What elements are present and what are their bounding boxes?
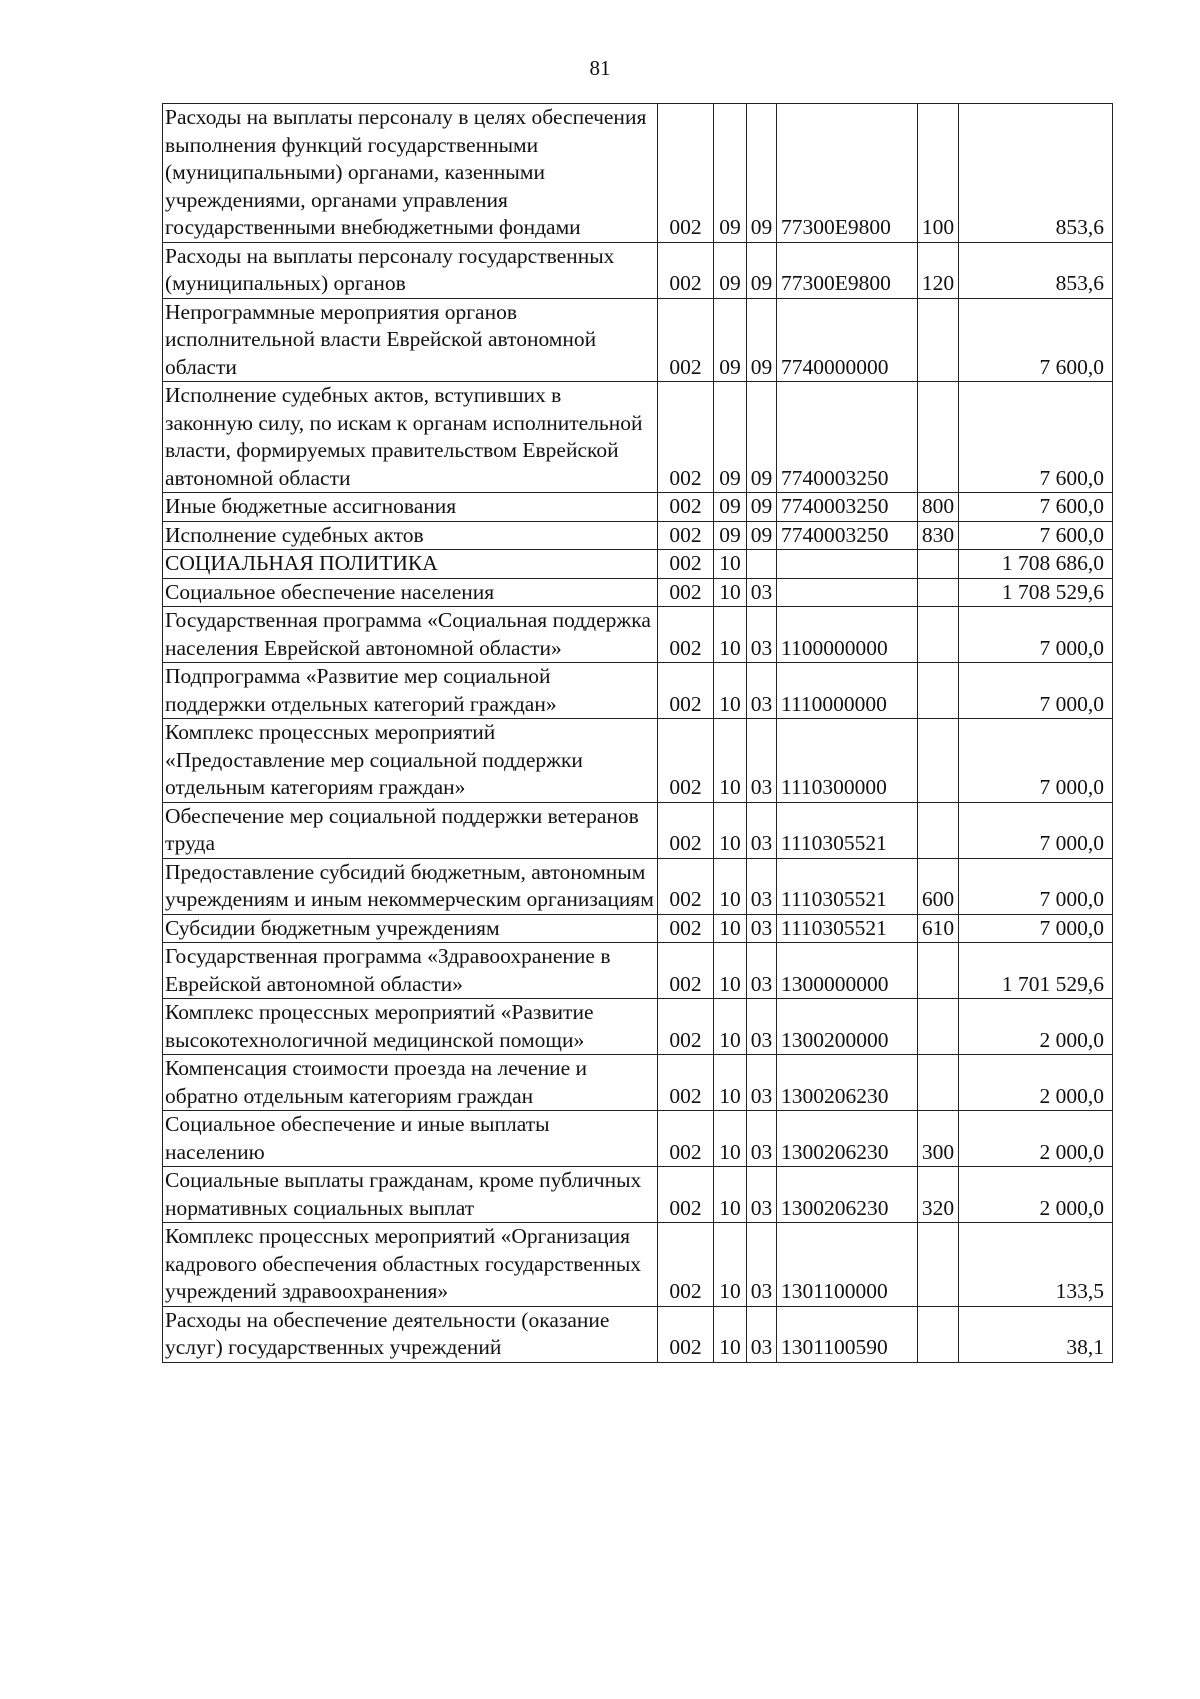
table-row: [163, 999, 1113, 1055]
row-expense-type-code: [918, 999, 959, 1055]
row-amount: 38,1: [959, 1306, 1113, 1362]
table-row: [163, 521, 1113, 550]
row-target-article-code: 1110000000: [777, 663, 918, 719]
row-name: Государственная программа «Здравоохранение в Еврейской автономной области»: [163, 943, 658, 999]
row-target-article-code: 1300200000: [777, 999, 918, 1055]
row-grbs-code: 002: [658, 242, 714, 298]
row-target-article-code: 1110305521: [777, 858, 918, 914]
row-section-code: 09: [714, 104, 747, 243]
row-subsection-code: 03: [747, 1111, 777, 1167]
row-name: Субсидии бюджетным учреждениям: [163, 914, 658, 943]
row-amount: 853,6: [959, 104, 1113, 243]
row-amount: 2 000,0: [959, 1111, 1113, 1167]
row-grbs-code: 002: [658, 1306, 714, 1362]
row-target-article-code: 1300206230: [777, 1111, 918, 1167]
table-row: [163, 1111, 1113, 1167]
row-expense-type-code: 600: [918, 858, 959, 914]
row-name: Непрограммные мероприятия органов исполнительной власти Еврейской автономной области: [163, 298, 658, 382]
row-grbs-code: 002: [658, 858, 714, 914]
row-section-code: 10: [714, 1223, 747, 1307]
row-section-code: 09: [714, 493, 747, 522]
row-grbs-code: 002: [658, 607, 714, 663]
row-grbs-code: 002: [658, 943, 714, 999]
row-grbs-code: 002: [658, 1055, 714, 1111]
row-name: Государственная программа «Социальная поддержка населения Еврейской автономной области»: [163, 607, 658, 663]
row-expense-type-code: [918, 1306, 959, 1362]
row-section-code: 10: [714, 999, 747, 1055]
row-grbs-code: 002: [658, 1111, 714, 1167]
row-amount: 853,6: [959, 242, 1113, 298]
row-expense-type-code: 830: [918, 521, 959, 550]
row-target-article-code: 1100000000: [777, 607, 918, 663]
row-target-article-code: 7740003250: [777, 493, 918, 522]
row-section-code: 10: [714, 914, 747, 943]
row-subsection-code: 03: [747, 1306, 777, 1362]
row-subsection-code: [747, 550, 777, 579]
table-row: [163, 382, 1113, 493]
row-grbs-code: 002: [658, 550, 714, 579]
row-section-code: 09: [714, 242, 747, 298]
table-row: [163, 914, 1113, 943]
row-target-article-code: 7740003250: [777, 382, 918, 493]
row-amount: 1 701 529,6: [959, 943, 1113, 999]
row-subsection-code: 03: [747, 802, 777, 858]
row-amount: 7 000,0: [959, 858, 1113, 914]
row-section-code: 10: [714, 1167, 747, 1223]
row-target-article-code: 1301100590: [777, 1306, 918, 1362]
row-amount: 2 000,0: [959, 999, 1113, 1055]
row-subsection-code: 03: [747, 943, 777, 999]
row-amount: 1 708 686,0: [959, 550, 1113, 579]
row-amount: 7 600,0: [959, 298, 1113, 382]
row-expense-type-code: [918, 607, 959, 663]
row-name: Социальные выплаты гражданам, кроме публичных нормативных социальных выплат: [163, 1167, 658, 1223]
row-grbs-code: 002: [658, 298, 714, 382]
budget-table: [162, 103, 1113, 1363]
row-amount: 7 000,0: [959, 802, 1113, 858]
row-amount: 7 600,0: [959, 493, 1113, 522]
row-target-article-code: [777, 550, 918, 579]
row-expense-type-code: [918, 802, 959, 858]
row-target-article-code: 77300E9800: [777, 104, 918, 243]
row-expense-type-code: 800: [918, 493, 959, 522]
row-amount: 7 000,0: [959, 607, 1113, 663]
row-subsection-code: 09: [747, 242, 777, 298]
row-target-article-code: 1110305521: [777, 914, 918, 943]
row-subsection-code: 03: [747, 607, 777, 663]
row-target-article-code: 1300000000: [777, 943, 918, 999]
row-grbs-code: 002: [658, 663, 714, 719]
row-subsection-code: 03: [747, 914, 777, 943]
row-subsection-code: 03: [747, 1167, 777, 1223]
row-section-code: 10: [714, 663, 747, 719]
row-section-code: 10: [714, 719, 747, 803]
table-row: [163, 943, 1113, 999]
row-subsection-code: 09: [747, 298, 777, 382]
row-target-article-code: 1110300000: [777, 719, 918, 803]
row-section-code: 10: [714, 802, 747, 858]
row-name: Исполнение судебных актов, вступивших в законную силу, по искам к органам исполнительной власти, формируемых правительством Еврейской автономной области: [163, 382, 658, 493]
row-name: Исполнение судебных актов: [163, 521, 658, 550]
row-name: Социальное обеспечение и иные выплаты населению: [163, 1111, 658, 1167]
table-row: [163, 242, 1113, 298]
row-grbs-code: 002: [658, 1167, 714, 1223]
row-subsection-code: 03: [747, 1055, 777, 1111]
row-grbs-code: 002: [658, 578, 714, 607]
row-section-code: 10: [714, 550, 747, 579]
table-row: [163, 550, 1113, 579]
row-grbs-code: 002: [658, 521, 714, 550]
table-row: [163, 578, 1113, 607]
row-section-code: 10: [714, 943, 747, 999]
row-name: Комплекс процессных мероприятий «Организация кадрового обеспечения областных государственных учреждений здравоохранения»: [163, 1223, 658, 1307]
row-section-code: 10: [714, 858, 747, 914]
row-expense-type-code: [918, 663, 959, 719]
row-name: Предоставление субсидий бюджетным, автономным учреждениям и иным некоммерческим организациям: [163, 858, 658, 914]
row-expense-type-code: [918, 943, 959, 999]
row-subsection-code: 03: [747, 999, 777, 1055]
row-subsection-code: 03: [747, 858, 777, 914]
row-grbs-code: 002: [658, 493, 714, 522]
row-amount: 7 600,0: [959, 521, 1113, 550]
row-name: Расходы на обеспечение деятельности (оказание услуг) государственных учреждений: [163, 1306, 658, 1362]
row-section-code: 10: [714, 607, 747, 663]
table-row: [163, 719, 1113, 803]
row-amount: 7 600,0: [959, 382, 1113, 493]
row-section-code: 09: [714, 521, 747, 550]
row-expense-type-code: 100: [918, 104, 959, 243]
row-grbs-code: 002: [658, 802, 714, 858]
row-expense-type-code: [918, 1055, 959, 1111]
row-grbs-code: 002: [658, 719, 714, 803]
row-name: Иные бюджетные ассигнования: [163, 493, 658, 522]
row-amount: 1 708 529,6: [959, 578, 1113, 607]
page-number: 81: [589, 56, 611, 80]
row-target-article-code: 77300E9800: [777, 242, 918, 298]
row-name: Компенсация стоимости проезда на лечение и обратно отдельным категориям граждан: [163, 1055, 658, 1111]
table-row: [163, 1223, 1113, 1307]
row-subsection-code: 03: [747, 663, 777, 719]
row-subsection-code: 03: [747, 578, 777, 607]
row-expense-type-code: [918, 1223, 959, 1307]
row-amount: 2 000,0: [959, 1167, 1113, 1223]
row-target-article-code: 7740003250: [777, 521, 918, 550]
row-expense-type-code: [918, 550, 959, 579]
row-grbs-code: 002: [658, 1223, 714, 1307]
row-name: Расходы на выплаты персоналу государственных (муниципальных) органов: [163, 242, 658, 298]
row-section-code: 10: [714, 1111, 747, 1167]
row-name: Комплекс процессных мероприятий «Развитие высокотехнологичной медицинской помощи»: [163, 999, 658, 1055]
row-name: Подпрограмма «Развитие мер социальной поддержки отдельных категорий граждан»: [163, 663, 658, 719]
row-name: Социальное обеспечение населения: [163, 578, 658, 607]
row-section-code: 09: [714, 298, 747, 382]
row-name: Обеспечение мер социальной поддержки ветеранов труда: [163, 802, 658, 858]
table-row: [163, 493, 1113, 522]
table-row: [163, 104, 1113, 243]
table-row: [163, 858, 1113, 914]
row-section-code: 10: [714, 1306, 747, 1362]
row-name: Комплекс процессных мероприятий «Предоставление мер социальной поддержки отдельным категориям граждан»: [163, 719, 658, 803]
row-section-code: 10: [714, 578, 747, 607]
row-section-code: 10: [714, 1055, 747, 1111]
row-name: Расходы на выплаты персоналу в целях обеспечения выполнения функций государственными (муниципальными) органами, казенными учреждениями, органами управления государственными внебюджетными фондами: [163, 104, 658, 243]
table-row: [163, 1167, 1113, 1223]
row-target-article-code: 1110305521: [777, 802, 918, 858]
row-target-article-code: 1301100000: [777, 1223, 918, 1307]
table-row: [163, 1306, 1113, 1362]
row-amount: 7 000,0: [959, 663, 1113, 719]
row-grbs-code: 002: [658, 999, 714, 1055]
table-row: [163, 802, 1113, 858]
row-subsection-code: 09: [747, 104, 777, 243]
row-grbs-code: 002: [658, 382, 714, 493]
table-body: [163, 104, 1113, 1363]
row-amount: 7 000,0: [959, 719, 1113, 803]
row-subsection-code: 03: [747, 719, 777, 803]
row-amount: 7 000,0: [959, 914, 1113, 943]
row-grbs-code: 002: [658, 914, 714, 943]
row-expense-type-code: [918, 382, 959, 493]
row-subsection-code: 09: [747, 521, 777, 550]
row-subsection-code: 03: [747, 1223, 777, 1307]
row-target-article-code: 1300206230: [777, 1055, 918, 1111]
row-target-article-code: 7740000000: [777, 298, 918, 382]
row-expense-type-code: [918, 719, 959, 803]
row-expense-type-code: [918, 298, 959, 382]
row-section-code: 09: [714, 382, 747, 493]
row-subsection-code: 09: [747, 493, 777, 522]
row-target-article-code: 1300206230: [777, 1167, 918, 1223]
row-amount: 133,5: [959, 1223, 1113, 1307]
row-expense-type-code: 300: [918, 1111, 959, 1167]
row-target-article-code: [777, 578, 918, 607]
row-expense-type-code: 610: [918, 914, 959, 943]
row-expense-type-code: 120: [918, 242, 959, 298]
row-subsection-code: 09: [747, 382, 777, 493]
table-row: [163, 663, 1113, 719]
row-grbs-code: 002: [658, 104, 714, 243]
table-row: [163, 1055, 1113, 1111]
row-expense-type-code: [918, 578, 959, 607]
row-amount: 2 000,0: [959, 1055, 1113, 1111]
row-expense-type-code: 320: [918, 1167, 959, 1223]
table-row: [163, 607, 1113, 663]
table-row: [163, 298, 1113, 382]
row-name: СОЦИАЛЬНАЯ ПОЛИТИКА: [163, 550, 658, 579]
